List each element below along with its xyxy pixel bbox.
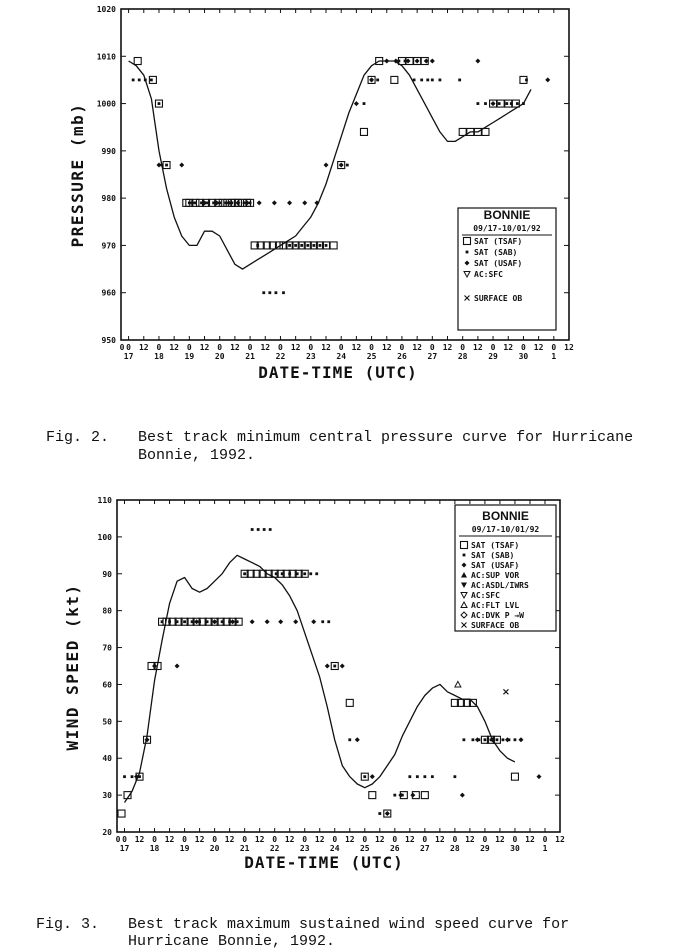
x-tick-label: 12 [138, 343, 149, 352]
mark-dot [257, 528, 260, 531]
mark-square [391, 76, 398, 83]
legend-entry [465, 259, 523, 268]
x-tick-label: 0 [460, 343, 466, 352]
mark-diamond [505, 737, 510, 742]
mark-dot [256, 244, 259, 247]
mark-dot [431, 775, 434, 778]
x-day-label: 19 [179, 844, 190, 853]
x-day-label: 30 [518, 352, 529, 361]
y-axis-label: WIND SPEED (kt) [63, 583, 82, 751]
mark-dot [165, 164, 168, 167]
mark-dot [206, 620, 209, 623]
mark-dot [263, 528, 266, 531]
x-tick-label: 0 [272, 835, 278, 844]
mark-dot [236, 620, 239, 623]
mark-dot [138, 79, 141, 82]
mark-diamond [194, 619, 199, 624]
figure-2-caption [28, 412, 109, 446]
x-day-label: 23 [299, 844, 310, 853]
mark-dot [466, 251, 469, 254]
legend-entry [466, 248, 518, 257]
x-tick-label: 12 [473, 343, 483, 352]
x-tick-label: 12 [134, 835, 145, 844]
mark-dot [426, 79, 429, 82]
mark-dot [505, 102, 508, 105]
x-axis-label: DATE-TIME (UTC) [258, 363, 418, 382]
figure-2-line1: Best track minimum central pressure curve for Hurricane [138, 429, 634, 446]
legend-title: BONNIE [482, 509, 529, 523]
mark-dot [363, 775, 366, 778]
mark-diamond [369, 77, 374, 82]
mark-dot [161, 620, 164, 623]
mark-diamond [475, 737, 480, 742]
x-tick-label: 12 [465, 835, 475, 844]
x-tick-label: 0 [332, 835, 338, 844]
mark-dot [221, 620, 224, 623]
x-tick-label: 12 [351, 343, 362, 352]
x-day-label: 24 [336, 352, 347, 361]
mark-diamond [354, 101, 359, 106]
mark-diamond [460, 793, 465, 798]
x-day-label: 1 [551, 352, 557, 361]
x-day-label: 26 [389, 844, 400, 853]
x-tick-label: 0 [369, 343, 374, 352]
x-tick-label: 0 [521, 343, 526, 352]
mark-diamond [230, 619, 235, 624]
legend-label: SAT (USAF) [471, 561, 520, 570]
mark-dot [315, 572, 318, 575]
mark-diamond [355, 737, 360, 742]
x-tick-label: 0 [212, 835, 218, 844]
x-day-label: 28 [457, 352, 468, 361]
mark-dot [346, 164, 349, 167]
series-triangle-up [455, 681, 461, 687]
x-tick-label: 0 [490, 343, 496, 352]
legend-subtitle: 09/17-10/01/92 [473, 224, 541, 233]
mark-dot [288, 244, 291, 247]
x-tick-label: 0 [152, 835, 157, 844]
mark-diamond [545, 77, 550, 82]
figure-3-label: Fig. 3. [36, 916, 100, 933]
x-day-label: 29 [488, 352, 498, 361]
mark-dot [327, 620, 330, 623]
x-tick-label: 0 [156, 343, 162, 352]
x-day-label: 24 [329, 844, 340, 853]
figure-2-line2: Bonnie, 1992. [138, 447, 256, 464]
mark-dot [363, 102, 366, 105]
x-day-label: 17 [119, 844, 130, 853]
x-tick-label: 0 [512, 835, 518, 844]
legend-entry [462, 621, 520, 630]
mark-dot [288, 572, 291, 575]
mark-square [421, 792, 428, 799]
x-day-label: 26 [397, 352, 407, 361]
mark-dot [243, 572, 246, 575]
x-day-label: 29 [480, 844, 490, 853]
mark-dot [484, 102, 487, 105]
mark-diamond [278, 619, 283, 624]
x-day-label: 25 [359, 844, 370, 853]
mark-diamond [518, 737, 523, 742]
x-day-label: 28 [450, 844, 460, 853]
mark-diamond [245, 200, 250, 205]
x-tick-label: 0 [115, 835, 121, 844]
figure-2-label: Fig. 2. [46, 429, 110, 446]
mark-diamond [430, 59, 435, 64]
mark-diamond [311, 619, 316, 624]
mark-dot [251, 528, 254, 531]
x-tick-label: 0 [362, 835, 368, 844]
x-tick-label: 0 [399, 343, 405, 352]
mark-diamond [250, 619, 255, 624]
x-tick-label: 12 [564, 343, 574, 352]
x-tick-label: 0 [551, 343, 557, 352]
x-tick-label: 12 [533, 343, 544, 352]
legend-label: AC:SFC [471, 591, 500, 600]
mark-diamond [272, 200, 277, 205]
mark-dot [510, 102, 513, 105]
mark-dot [144, 79, 147, 82]
mark-diamond [325, 664, 330, 669]
x-day-label: 19 [184, 352, 195, 361]
mark-dot [321, 620, 324, 623]
mark-dot [131, 775, 134, 778]
mark-x [503, 689, 508, 694]
mark-diamond [190, 200, 195, 205]
chart-1 [68, 5, 574, 382]
legend-label: SURFACE OB [474, 294, 523, 303]
y-tick-label: 950 [101, 336, 116, 345]
x-tick-label: 12 [412, 343, 422, 352]
mark-triangle-up [455, 681, 461, 687]
figure-3-caption [18, 899, 99, 933]
x-tick-label: 12 [442, 343, 453, 352]
figure-2-caption-text2 [120, 430, 255, 464]
mark-dot [525, 79, 528, 82]
legend-title: BONNIE [483, 208, 531, 222]
figure-3-line2: Hurricane Bonnie, 1992. [128, 933, 336, 950]
y-tick-label: 980 [101, 194, 116, 204]
legend [455, 505, 556, 631]
mark-dot [303, 572, 306, 575]
mark-dot [176, 620, 179, 623]
x-tick-label: 12 [435, 835, 445, 844]
x-tick-label: 0 [392, 835, 398, 844]
mark-dot [463, 554, 466, 557]
mark-square [330, 242, 337, 249]
mark-square [346, 699, 353, 706]
x-tick-label: 12 [260, 343, 271, 352]
x-tick-label: 12 [284, 835, 295, 844]
mark-dot [496, 738, 499, 741]
mark-diamond [415, 59, 420, 64]
legend-label: SAT (TSAF) [474, 237, 523, 246]
mark-dot [522, 102, 525, 105]
mark-dot [498, 102, 501, 105]
x-tick-label: 12 [555, 835, 565, 844]
mark-dot [269, 528, 272, 531]
x-day-label: 23 [306, 352, 316, 361]
x-tick-label: 0 [482, 835, 488, 844]
x-tick-label: 12 [230, 343, 240, 352]
mark-square [118, 810, 125, 817]
mark-dot [262, 291, 265, 294]
mark-dot [275, 291, 278, 294]
x-tick-label: 0 [452, 835, 458, 844]
x-tick-label: 12 [321, 343, 331, 352]
y-tick-label: 20 [102, 828, 112, 837]
x-tick-label: 0 [122, 835, 127, 844]
x-tick-label: 12 [495, 835, 505, 844]
mark-diamond [212, 619, 217, 624]
x-day-label: 21 [239, 844, 250, 853]
x-tick-label: 12 [344, 835, 355, 844]
x-tick-label: 0 [302, 835, 308, 844]
mark-dot [416, 775, 419, 778]
mark-dot [150, 79, 153, 82]
x-tick-label: 12 [199, 343, 210, 352]
x-day-label: 22 [275, 352, 286, 361]
x-tick-label: 0 [126, 343, 132, 352]
mark-diamond [385, 811, 390, 816]
mark-dot [123, 775, 126, 778]
mark-dot [300, 244, 303, 247]
mark-dot [476, 102, 479, 105]
figure-3-caption-text2 [110, 916, 335, 950]
legend-label: SAT (USAF) [474, 259, 523, 268]
mark-dot [472, 738, 475, 741]
y-tick-label: 60 [102, 680, 112, 690]
mark-dot [275, 572, 278, 575]
x-tick-label: 0 [422, 835, 428, 844]
mark-diamond [302, 200, 307, 205]
y-axis-label: PRESSURE (mb) [68, 102, 87, 248]
mark-dot [294, 244, 297, 247]
x-tick-label: 12 [254, 835, 265, 844]
x-tick-label: 12 [290, 343, 301, 352]
x-day-label: 25 [366, 352, 377, 361]
x-tick-label: 0 [217, 343, 223, 352]
mark-diamond [536, 774, 541, 779]
y-tick-label: 50 [102, 717, 112, 727]
series-diamond [134, 619, 541, 816]
mark-diamond [257, 200, 262, 205]
y-tick-label: 970 [101, 241, 116, 251]
mark-dot [296, 572, 299, 575]
x-day-label: 18 [154, 352, 164, 361]
mark-dot [309, 572, 312, 575]
mark-diamond [156, 163, 161, 168]
mark-dot [191, 620, 194, 623]
mark-dot [281, 572, 284, 575]
y-tick-label: 1000 [96, 99, 116, 109]
mark-dot [423, 775, 426, 778]
mark-dot [282, 291, 285, 294]
x-tick-label: 0 [542, 835, 548, 844]
x-day-label: 20 [214, 352, 225, 361]
x-tick-label: 0 [247, 343, 253, 352]
x-tick-label: 12 [374, 835, 385, 844]
y-tick-label: 990 [101, 146, 116, 156]
mark-diamond [398, 793, 403, 798]
mark-diamond [179, 163, 184, 168]
y-tick-label: 960 [101, 288, 116, 298]
mark-square [360, 128, 367, 135]
x-day-label: 22 [269, 844, 280, 853]
mark-dot [516, 102, 519, 105]
mark-diamond [235, 200, 240, 205]
x-day-label: 27 [427, 352, 438, 361]
legend-entry [465, 294, 523, 303]
mark-dot [158, 102, 161, 105]
legend-label: AC:FLT LVL [471, 601, 520, 610]
mark-dot [168, 620, 171, 623]
legend-label: AC:ASDL/IWRS [471, 581, 529, 590]
x-tick-label: 12 [314, 835, 325, 844]
x-tick-label: 12 [405, 835, 415, 844]
mark-square [511, 773, 518, 780]
mark-diamond [324, 163, 329, 168]
x-tick-label: 12 [169, 343, 179, 352]
mark-dot [408, 775, 411, 778]
mark-dot [319, 244, 322, 247]
x-axis-label: DATE-TIME (UTC) [244, 853, 404, 872]
y-tick-label: 30 [102, 791, 112, 801]
legend-entry [461, 611, 524, 620]
mark-dot [325, 244, 328, 247]
x-day-label: 27 [420, 844, 430, 853]
x-day-label: 30 [510, 844, 520, 853]
x-tick-label: 12 [503, 343, 514, 352]
mark-dot [439, 79, 442, 82]
mark-dot [348, 738, 351, 741]
x-tick-label: 12 [381, 343, 392, 352]
mark-dot [462, 738, 465, 741]
figure-3-line1: Best track maximum sustained wind speed curve for [128, 916, 570, 933]
legend-label: AC:SUP VOR [471, 571, 520, 580]
x-day-label: 20 [209, 844, 220, 853]
mark-dot [502, 738, 505, 741]
y-tick-label: 40 [102, 754, 112, 764]
mark-dot [431, 79, 434, 82]
x-tick-label: 12 [224, 835, 235, 844]
x-tick-label: 12 [525, 835, 535, 844]
y-tick-label: 100 [97, 532, 112, 542]
mark-dot [312, 244, 315, 247]
mark-diamond [339, 163, 344, 168]
legend-entry [461, 581, 529, 590]
mark-dot [393, 794, 396, 797]
legend-entry [463, 551, 515, 560]
y-tick-label: 70 [102, 643, 112, 653]
y-tick-label: 1010 [96, 52, 116, 62]
series-x [503, 689, 508, 694]
x-tick-label: 12 [164, 835, 175, 844]
mark-diamond [340, 664, 345, 669]
x-tick-label: 0 [242, 835, 248, 844]
mark-dot [376, 79, 379, 82]
x-tick-label: 0 [186, 343, 192, 352]
x-tick-label: 12 [194, 835, 205, 844]
legend-label: AC:DVK P →W [471, 611, 524, 620]
mark-diamond [265, 619, 270, 624]
x-day-label: 18 [149, 844, 160, 853]
x-day-label: 1 [542, 844, 548, 853]
legend-label: SAT (SAB) [471, 551, 515, 560]
x-tick-label: 0 [338, 343, 344, 352]
mark-dot [413, 79, 416, 82]
mark-dot [420, 79, 423, 82]
mark-dot [484, 738, 487, 741]
mark-diamond [384, 59, 389, 64]
legend-label: SAT (SAB) [474, 248, 518, 257]
mark-diamond [175, 664, 180, 669]
mark-diamond [370, 774, 375, 779]
mark-dot [458, 79, 461, 82]
y-tick-label: 1020 [96, 5, 116, 14]
x-tick-label: 0 [278, 343, 283, 352]
mark-diamond [293, 619, 298, 624]
x-tick-label: 0 [429, 343, 435, 352]
mark-diamond [491, 101, 496, 106]
legend-entry [462, 561, 520, 570]
x-tick-label: 0 [182, 835, 187, 844]
legend-label: SAT (TSAF) [471, 541, 520, 550]
legend-label: AC:SFC [474, 270, 503, 279]
legend-label: SURFACE OB [471, 621, 520, 630]
x-day-label: 21 [245, 352, 255, 361]
mark-diamond [287, 200, 292, 205]
mark-dot [333, 665, 336, 668]
x-tick-label: 0 [308, 343, 314, 352]
chart-2 [63, 496, 565, 872]
mark-dot [306, 244, 309, 247]
legend [458, 208, 556, 330]
mark-dot [183, 620, 186, 623]
mark-diamond [410, 793, 415, 798]
legend-subtitle: 09/17-10/01/92 [471, 525, 540, 534]
mark-dot [514, 738, 517, 741]
mark-square [134, 58, 141, 65]
mark-dot [453, 775, 456, 778]
x-day-label: 17 [123, 352, 134, 361]
y-tick-label: 90 [102, 569, 112, 579]
y-tick-label: 110 [97, 496, 112, 505]
y-tick-label: 80 [102, 606, 112, 616]
x-tick-label: 0 [119, 343, 125, 352]
mark-square [369, 792, 376, 799]
mark-dot [132, 79, 135, 82]
mark-dot [268, 291, 271, 294]
series-diamond [156, 59, 550, 206]
mark-diamond [475, 59, 480, 64]
mark-dot [378, 812, 381, 815]
